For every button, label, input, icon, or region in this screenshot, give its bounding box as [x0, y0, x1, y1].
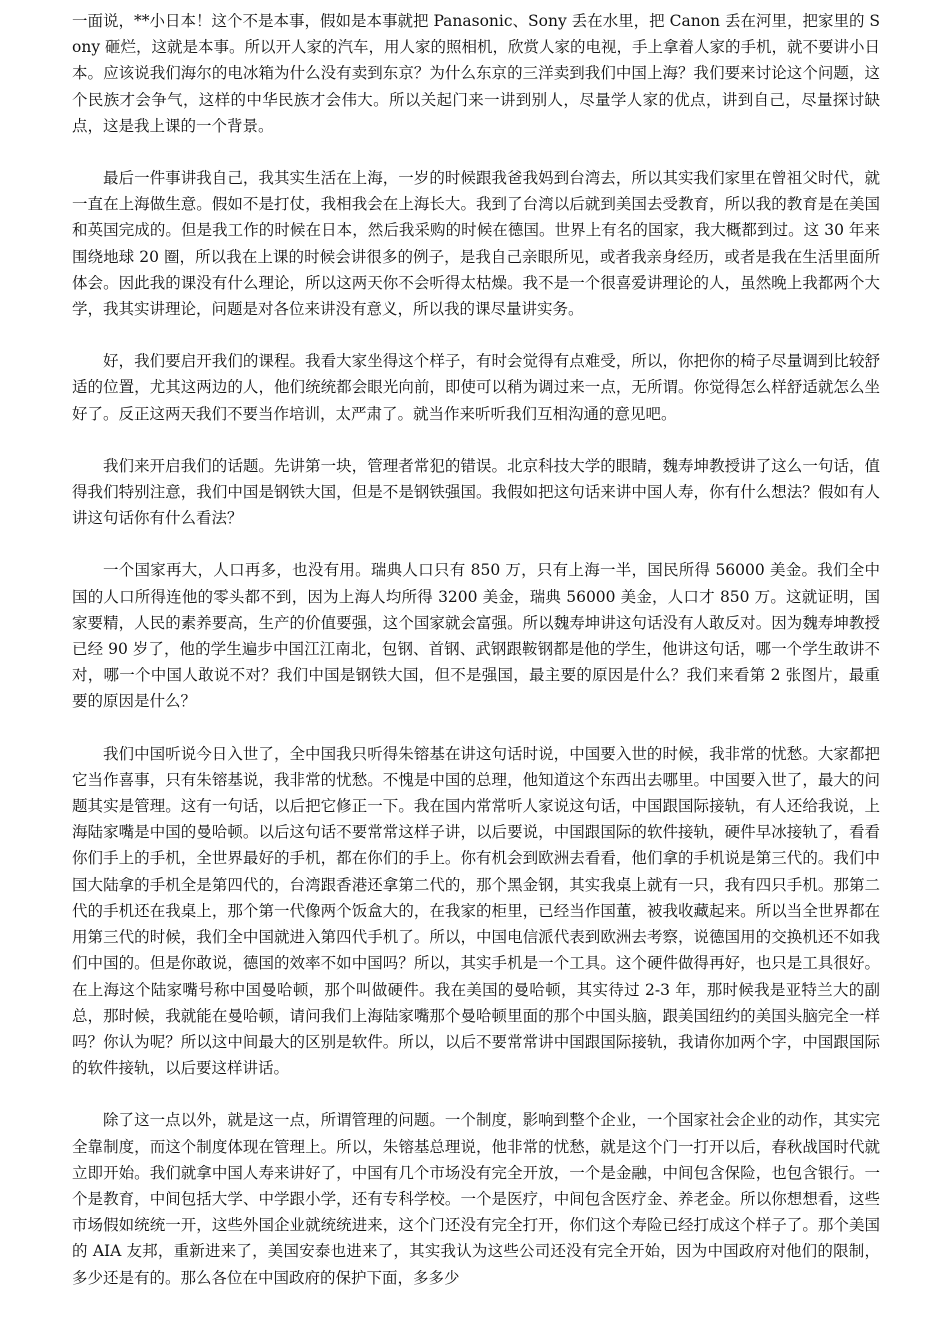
paragraph-7: 除了这一点以外，就是这一点，所谓管理的问题。一个制度，影响到整个企业，一个国家社会企业的动作，其实完全靠制度，而这个制度体现在管理上。所以，朱镕基总理说，他非常的忧愁，就是这个门一打开以后，春秋战国时代就立即开始。我们就拿中国人寿来讲好了，中国有几个市场没有完全开放，一个是金融，中间包含保险，也包含银行。一个是教育，中间包括大学、中学跟小学，还有专科学校。一个是医疗，中间包含医疗金、养老金。所以你想想看，这些市场假如统统一开，这些外国企业就统统进来，这个门还没有完全打开，你们这个寿险已经打成这个样子了。那个美国的 AIA 友邦，重新进来了，美国安泰也进来了，其实我认为这些公司还没有完全开始，因为中国政府对他们的限制，多少还是有的。那么各位在中国政府的保护下面，多多少: [72, 1111, 880, 1287]
paragraph-4: 我们来开启我们的话题。先讲第一块，管理者常犯的错误。北京科技大学的眼睛，魏寿坤教授讲了这么一句话，值得我们特别注意，我们中国是钢铁大国，但是不是钢铁强国。我假如把这句话来讲中国人寿，你有什么想法？假如有人讲这句话你有什么看法？: [72, 456, 880, 528]
paragraph-2: 最后一件事讲我自己，我其实生活在上海，一岁的时候跟我爸我妈到台湾去，所以其实我们家里在曾祖父时代，就一直在上海做生意。假如不是打仗，我相我会在上海长大。我到了台湾以后就到美国去受教育，所以我的教育是在美国和英国完成的。但是我工作的时候在日本，然后我采购的时候在德国。世界上有名的国家，我大概都到过。这 30 年来围绕地球 20 圈，所以我在上课的时候会讲很多的例子，是我自己亲眼所见，或者我亲身经历，或者是我在生活里面所体会。因此我的课没有什么理论，所以这两天你不会听得太枯燥。我不是一个很喜爱讲理论的人，虽然晚上我都两个大学，我其实讲理论，问题是对各位来讲没有意义，所以我的课尽量讲实务。: [72, 169, 880, 319]
paragraph-5: 一个国家再大，人口再多，也没有用。瑞典人口只有 850 万，只有上海一半，国民所得 56000 美金。我们全中国的人口所得连他的零头都不到，因为上海人均所得 3200 美金，瑞典 56000 美金，人口才 850 万。这就证明，国家要精，人民的素养要高，生产的价值要强，这个国家就会富强。所以魏寿坤讲这句话没有人敢反对。因为魏寿坤教授已经 90 岁了，他的学生遍步中国江江南北，包钢、首钢、武钢跟鞍钢都是他的学生，他讲这句话，哪一个学生敢讲不对，哪一个中国人敢说不对？我们中国是钢铁大国，但不是强国，最主要的原因是什么？我们来看第 2 张图片，最重要的原因是什么？: [72, 561, 880, 711]
paragraph-1: 一面说，**小日本！这个不是本事，假如是本事就把 Panasonic、Sony 丢在水里，把 Canon 丢在河里，把家里的 Sony 砸烂，这就是本事。所以开人家的汽车，用人家的照相机，欣赏人家的电视，手上拿着人家的手机，就不要讲小日本。应该说我们海尔的电冰箱为什么没有卖到东京？为什么东京的三洋卖到我们中国上海？我们要来讨论这个问题，这个民族才会争气，这样的中华民族才会伟大。所以关起门来一讲到别人，尽量学人家的优点，讲到自己，尽量探讨缺点，这是我上课的一个背景。: [72, 12, 881, 135]
paragraph-3: 好，我们要启开我们的课程。我看大家坐得这个样子，有时会觉得有点难受，所以，你把你的椅子尽量调到比较舒适的位置，尤其这两边的人，他们统统都会眼光向前，即使可以稍为调过来一点，无所谓。你觉得怎么样舒适就怎么坐好了。反正这两天我们不要当作培训，太严肃了。就当作来听听我们互相沟通的意见吧。: [72, 352, 880, 423]
paragraph-6: 我们中国听说今日入世了，全中国我只听得朱镕基在讲这句话时说，中国要入世的时候，我非常的忧愁。大家都把它当作喜事，只有朱镕基说，我非常的忧愁。不愧是中国的总理，他知道这个东西出去哪里。中国要入世了，最大的问题其实是管理。这有一句话，以后把它修正一下。我在国内常常听人家说这句话，中国跟国际接轨，有人还给我说，上海陆家嘴是中国的曼哈顿。以后这句话不要常常这样子讲，以后要说，中国跟国际的软件接轨，硬件早冰接轨了，看看你们手上的手机，全世界最好的手机，都在你们的手上。你有机会到欧洲去看看，他们拿的手机说是第三代的。我们中国大陆拿的手机全是第四代的，台湾跟香港还拿第二代的，那个黑金钢，其实我桌上就有一只，我有四只手机。那第二代的手机还在我桌上，那个第一代像两个饭盒大的，在我家的柜里，已经当作国董，被我收藏起来。所以当全世界都在用第三代的时候，我们全中国就进入第四代手机了。所以，中国电信派代表到欧洲去考察，说德国用的交换机还不如我们中国的。但是你敢说，德国的效率不如中国吗？所以，其实手机是一个工具。这个硬件做得再好，也只是工具很好。在上海这个陆家嘴号称中国曼哈顿，那个叫做硬件。我在美国的曼哈顿，其实待过 2-3 年，那时候我是亚特兰大的副总，那时候，我就能在曼哈顿，请问我们上海陆家嘴那个曼哈顿里面的那个中国头脑，跟美国纽约的美国头脑完全一样吗？你认为呢？所以这中间最大的区别是软件。所以，以后不要常常讲中国跟国际接轨，我请你加两个字，中国跟国际的软件接轨，以后要这样讲话。: [72, 744, 880, 1078]
document-page: [72, 8, 880, 1317]
